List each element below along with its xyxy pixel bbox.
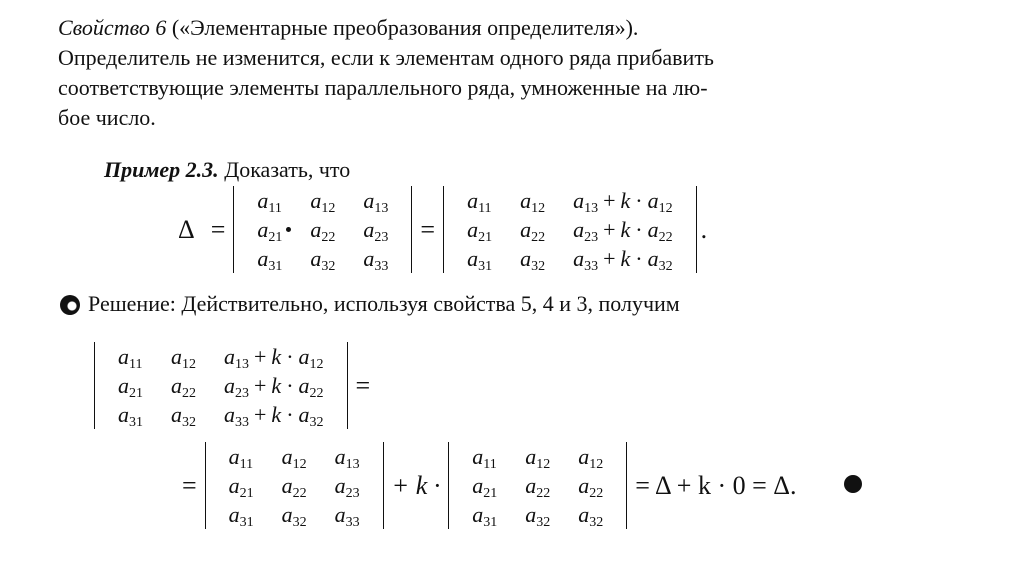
determinant-transformed-repeat: $a_{11}$ $a_{21}$ $a_{31}$ $a_{12}$ $a_{22}$ $a_{32}$ $a_{13} + k \cdot a_{12}$ $a_{23} + k \cdot a_{22}$ $a_{33} + k \cdot a_{32}$ [94,342,348,429]
solution-label: Решение: [88,291,176,316]
end-of-proof-icon [844,475,862,493]
property-title-rest: («Элементарные преобразования определителя»). [166,15,639,40]
example-label: Пример 2.3. [104,157,219,182]
property-title: Свойство 6 [58,15,167,40]
determinant-original-repeat: $a_{11}$ $a_{21}$ $a_{31}$ $a_{12}$ $a_{22}$ $a_{32}$ $a_{13}$ $a_{23}$ $a_{33}$ [205,442,384,529]
determinant-equal-columns: $a_{11}$ $a_{21}$ $a_{31}$ $a_{12}$ $a_{22}$ $a_{32}$ $a_{12}$ $a_{22}$ $a_{32}$ [448,442,627,529]
period: . [700,214,708,244]
property-line-1: Определитель не изменится, если к элементам одного ряда прибавить [58,45,714,70]
determinant-transformed: $a_{11}$ $a_{21}$ $a_{31}$ $a_{12}$ $a_{22}$ $a_{32}$ $a_{13} + k \cdot a_{12}$ $a_{23} + k \cdot a_{22}$ $a_{33} + k \cdot a_{32}$ [443,186,697,273]
property-title-line [58,14,638,42]
delta-symbol: Δ [178,214,195,244]
solution-line [88,290,680,318]
result-expression: = Δ + k · 0 = Δ. [635,470,797,500]
stray-dot-mark [286,227,291,232]
determinant-original: $a_{11}$ $a_{21}$ $a_{31}$ $a_{12}$ $a_{22}$ $a_{32}$ $a_{13}$ $a_{23}$ $a_{33}$ [233,186,412,273]
solution-text: Действительно, используя свойства 5, 4 и 3, получим [181,291,680,316]
solution-bullet-icon [60,295,80,315]
property-line-3: бое число. [58,105,156,130]
example-heading [104,156,350,184]
example-text: Доказать, что [224,157,351,182]
derivation-row-2 [174,442,804,529]
equals-sign: = [355,370,371,400]
example-equation [170,186,715,273]
equals-sign: = [420,214,436,244]
derivation-row-1 [94,342,378,429]
property-line-2: соответствующие элементы параллельного ряда, умноженные на лю- [58,75,708,100]
plus-k-factor: + k · [391,470,441,500]
equals-sign: = [182,470,197,500]
equals-sign: = [210,214,226,244]
